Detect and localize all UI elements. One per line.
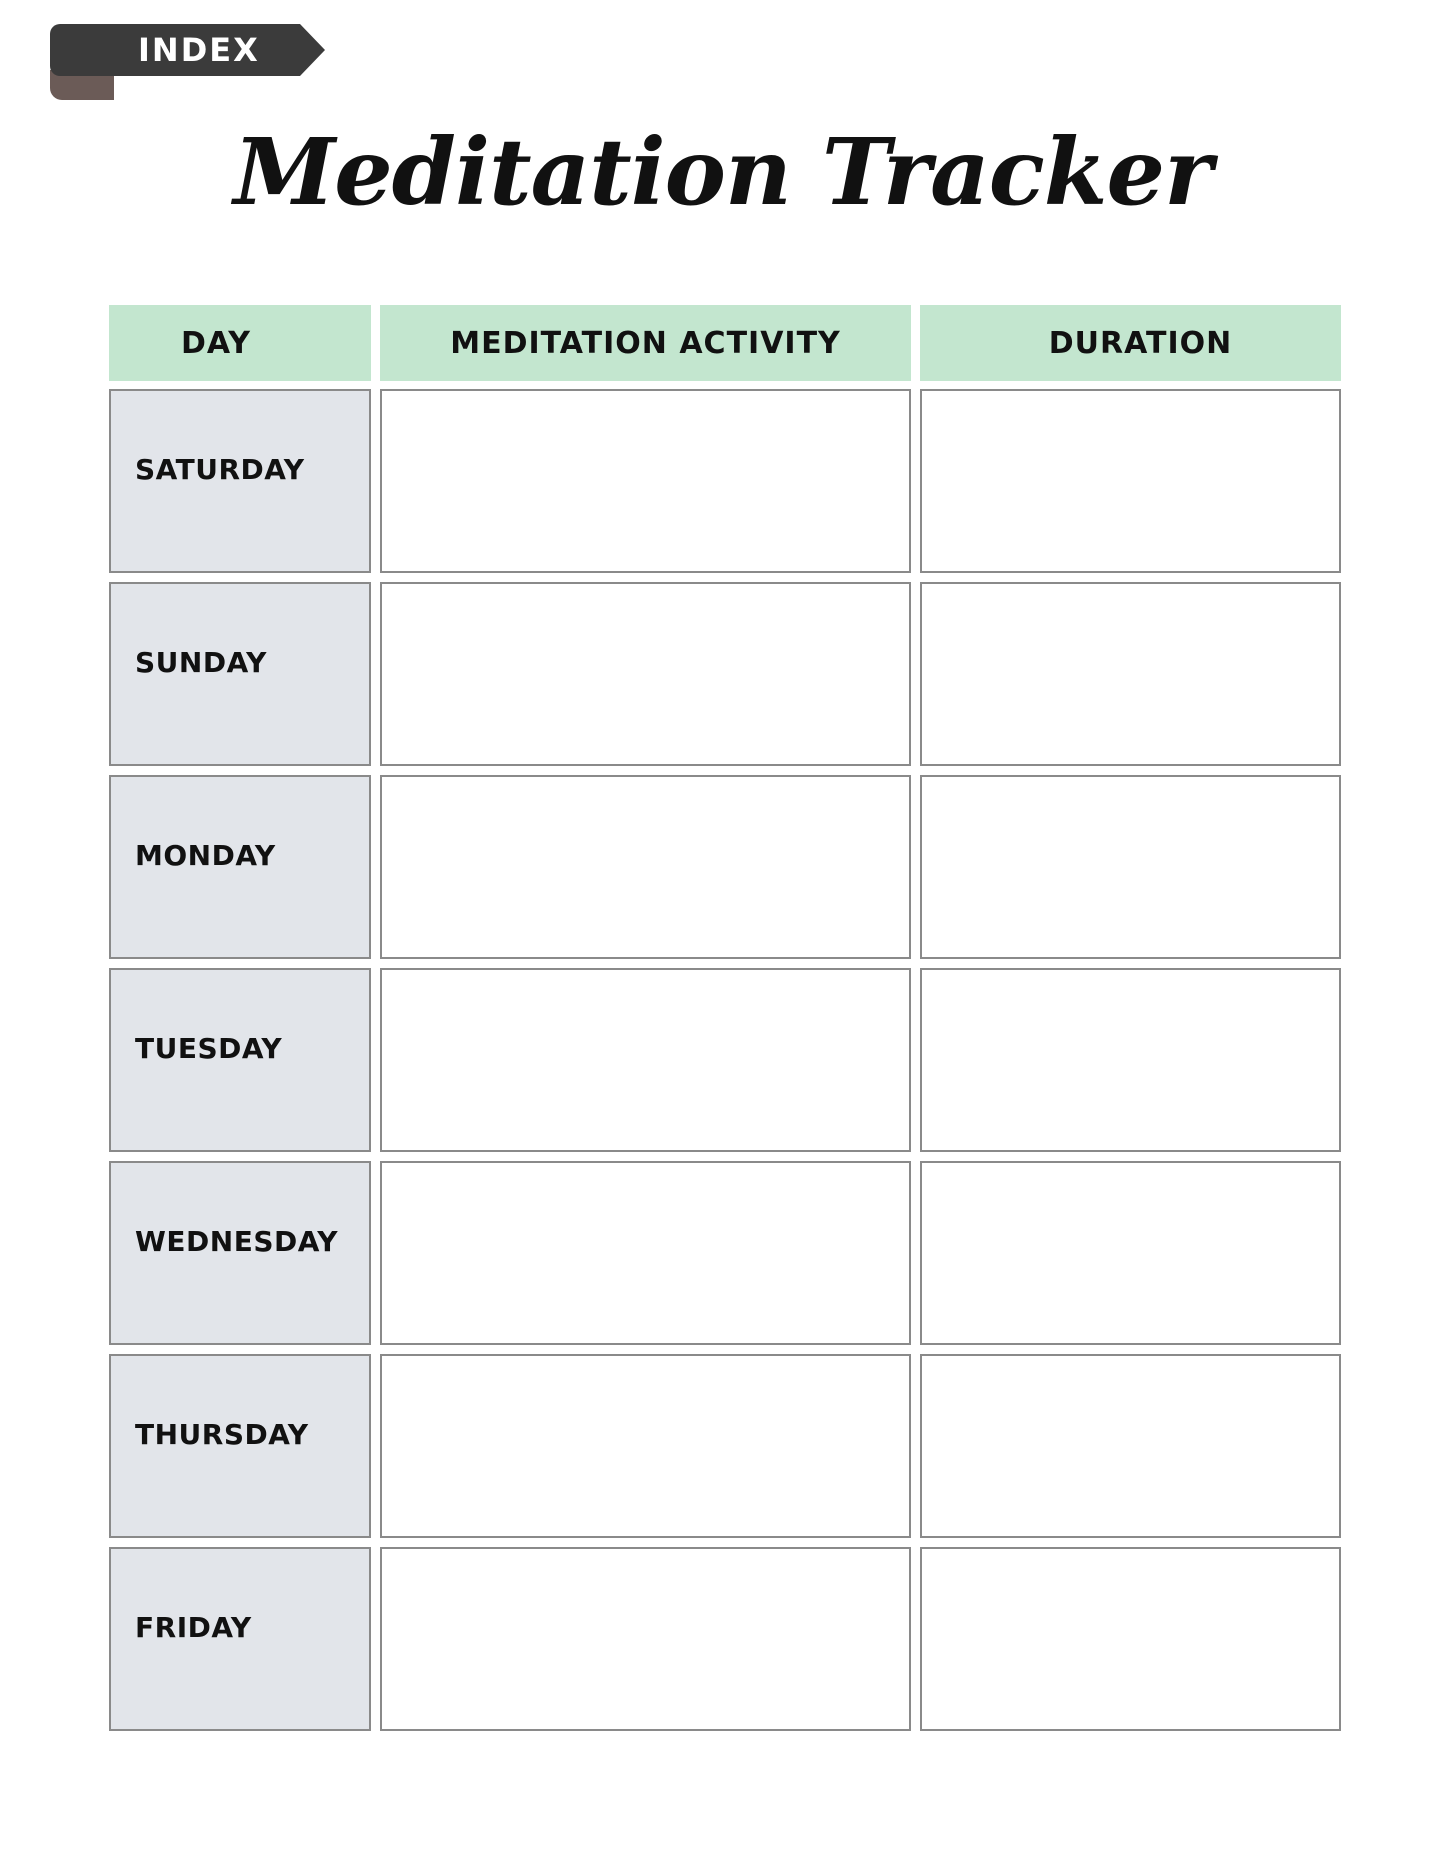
duration-cell[interactable] [920,389,1341,573]
tracker-table [109,305,1341,1740]
day-cell: FRIDAY [109,1547,371,1731]
table-header-row [109,305,1341,381]
table-row [109,1161,1341,1345]
table-row [109,775,1341,959]
day-cell: MONDAY [109,775,371,959]
activity-cell[interactable] [380,775,911,959]
duration-cell[interactable] [920,1161,1341,1345]
duration-cell[interactable] [920,775,1341,959]
activity-cell[interactable] [380,1547,911,1731]
day-cell: WEDNESDAY [109,1161,371,1345]
day-cell: SUNDAY [109,582,371,766]
table-row [109,582,1341,766]
header-duration: DURATION [920,305,1341,381]
duration-cell[interactable] [920,1547,1341,1731]
header-meditation-activity: MEDITATION ACTIVITY [380,305,911,381]
activity-cell[interactable] [380,968,911,1152]
header-day: DAY [109,305,371,381]
page-title: Meditation Tracker [233,118,1212,226]
activity-cell[interactable] [380,1354,911,1538]
activity-cell[interactable] [380,582,911,766]
day-cell: SATURDAY [109,389,371,573]
index-tab-label: INDEX [138,31,260,69]
day-cell: THURSDAY [109,1354,371,1538]
table-row [109,968,1341,1152]
table-row [109,1354,1341,1538]
duration-cell[interactable] [920,1354,1341,1538]
duration-cell[interactable] [920,582,1341,766]
table-row [109,1547,1341,1731]
day-cell: TUESDAY [109,968,371,1152]
duration-cell[interactable] [920,968,1341,1152]
activity-cell[interactable] [380,1161,911,1345]
table-row [109,389,1341,573]
index-tab[interactable] [50,24,325,100]
activity-cell[interactable] [380,389,911,573]
